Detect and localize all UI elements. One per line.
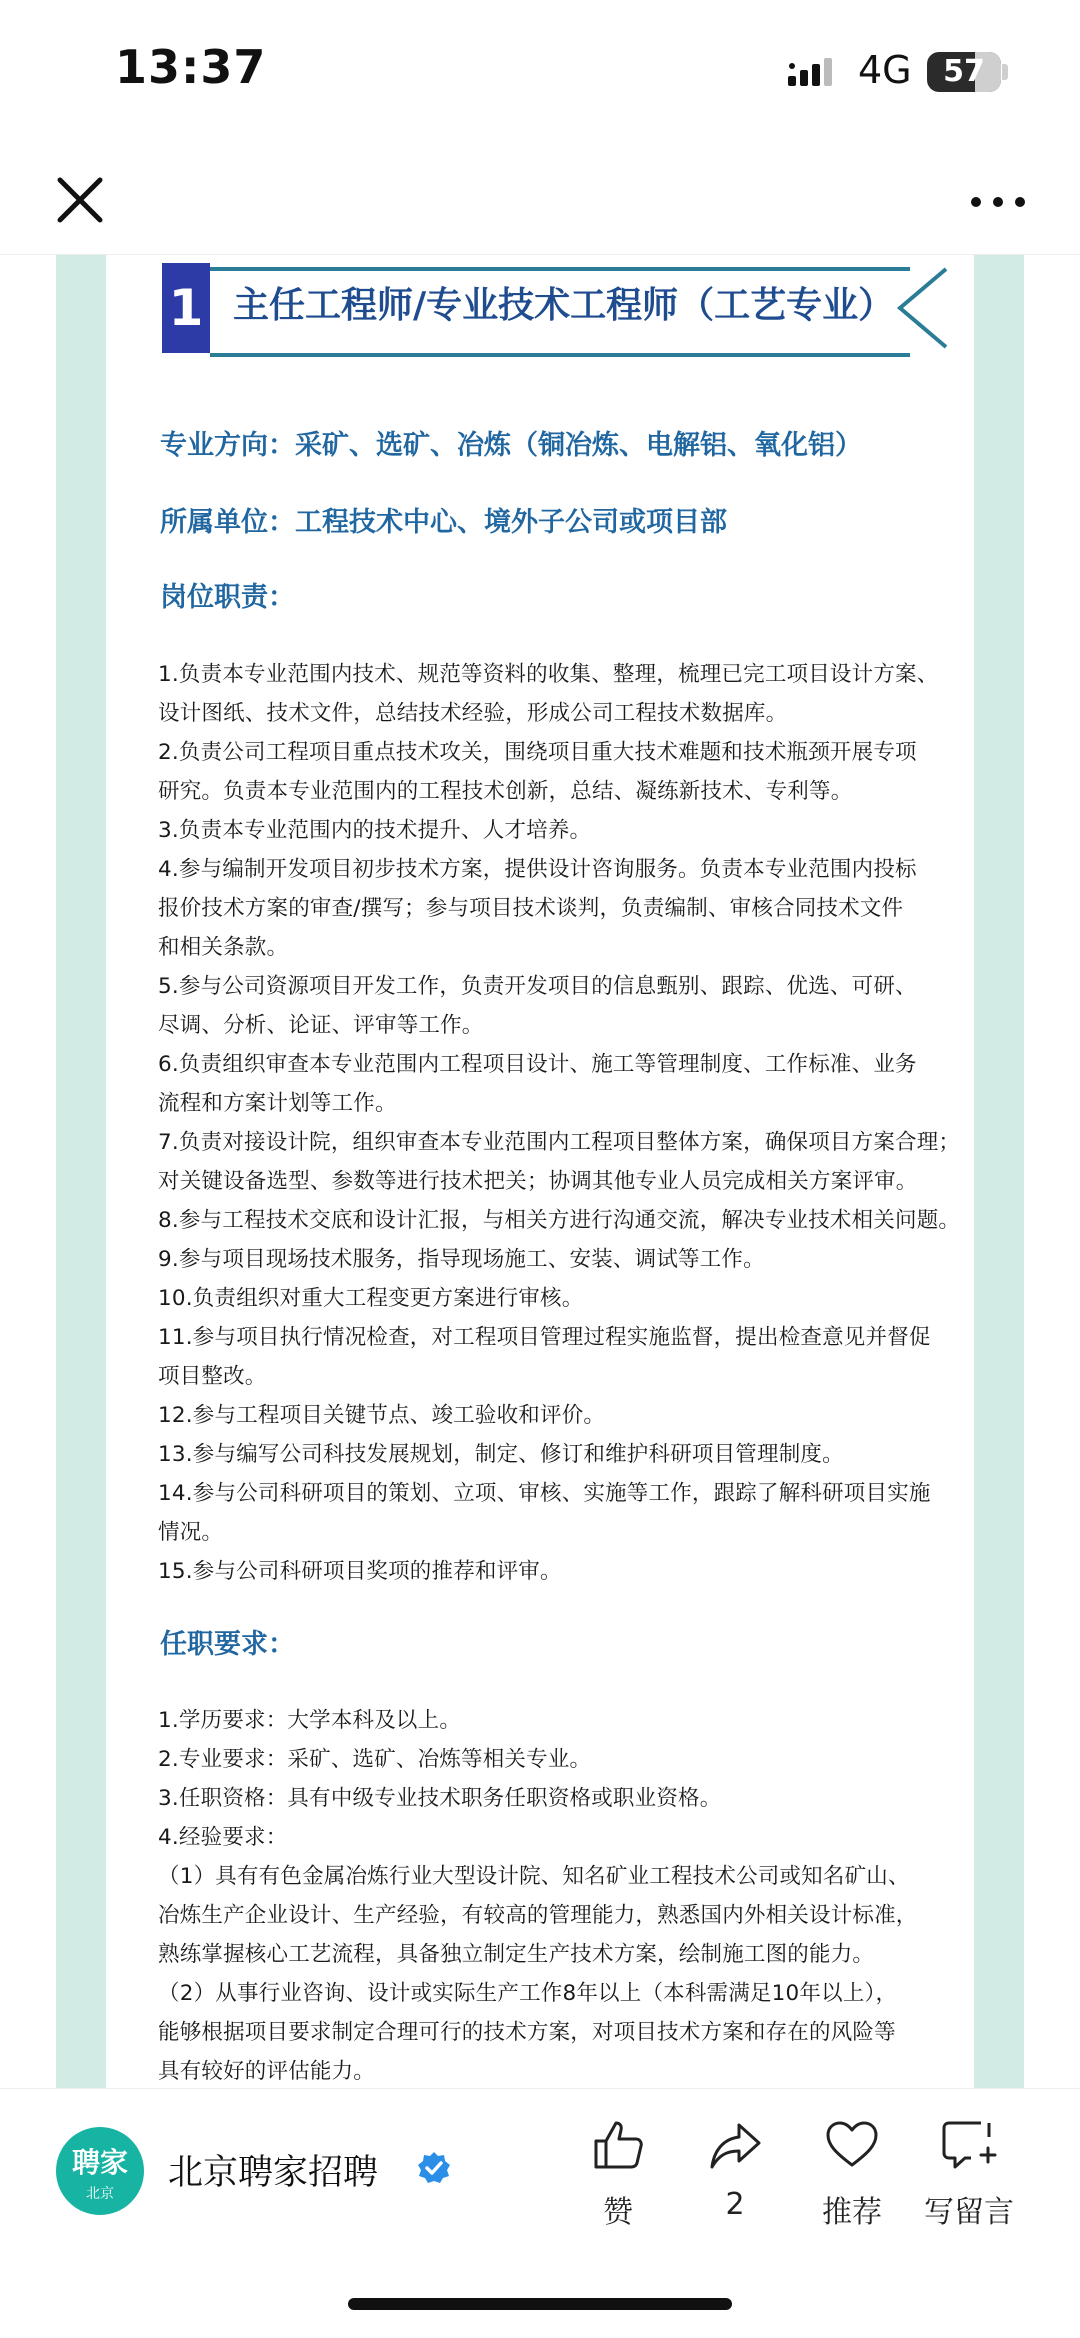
- battery-level: 57: [943, 54, 985, 89]
- requirement-line: （1）具有有色金属冶炼行业大型设计院、知名矿业工程技术公司或知名矿山、: [158, 1864, 910, 1889]
- section-number: 1: [162, 263, 210, 353]
- duty-line: 7.负责对接设计院，组织审查本专业范围内工程项目整体方案，确保项目方案合理；: [158, 1130, 961, 1155]
- avatar[interactable]: [56, 2127, 144, 2215]
- duty-line: 尽调、分析、论证、评审等工作。: [158, 1013, 484, 1038]
- status-bar: [0, 0, 1080, 150]
- account-name[interactable]: 北京聘家招聘: [168, 2153, 379, 2193]
- requirement-line: 能够根据项目要求制定合理可行的技术方案，对项目技术方案和存在的风险等: [158, 2020, 896, 2045]
- duty-line: 15.参与公司科研项目奖项的推荐和评审。: [158, 1559, 562, 1584]
- requirements-heading: 任职要求：: [160, 1629, 295, 1660]
- status-time: 13:37: [115, 40, 267, 94]
- battery-tip: [1002, 64, 1008, 80]
- requirement-line: 3.任职资格：具有中级专业技术职务任职资格或职业资格。: [158, 1786, 722, 1811]
- requirement-line: 2.专业要求：采矿、选矿、冶炼等相关专业。: [158, 1747, 592, 1772]
- avatar-main-text: 聘家: [71, 2146, 128, 2179]
- banner-arrow-decoration: [880, 265, 950, 351]
- heart-icon: [824, 2117, 880, 2173]
- like-label: 赞: [603, 2195, 633, 2230]
- duty-line: 13.参与编写公司科技发展规划，制定、修订和维护科研项目管理制度。: [158, 1442, 844, 1467]
- like-button[interactable]: [563, 2117, 673, 2231]
- thumbs-up-icon: [590, 2117, 646, 2173]
- requirement-line: （2）从事行业咨询、设计或实际生产工作8年以上（本科需满足10年以上），: [158, 1981, 898, 2006]
- duty-line: 12.参与工程项目关键节点、竣工验收和评价。: [158, 1403, 606, 1428]
- more-icon[interactable]: [966, 178, 1030, 226]
- job-direction: 专业方向：采矿、选矿、冶炼（铜冶炼、电解铝、氧化铝）: [160, 430, 862, 461]
- duty-line: 2.负责公司工程项目重点技术攻关，围绕项目重大技术难题和技术瓶颈开展专项: [158, 740, 917, 765]
- avatar-sub-text: 北京: [86, 2186, 114, 2202]
- requirement-line: 熟练掌握核心工艺流程，具备独立制定生产技术方案，绘制施工图的能力。: [158, 1942, 875, 1967]
- duty-line: 6.负责组织审查本专业范围内工程项目设计、施工等管理制度、工作标准、业务: [158, 1052, 917, 1077]
- duty-line: 1.负责本专业范围内技术、规范等资料的收集、整理，梳理已完工项目设计方案、: [158, 662, 939, 687]
- duty-line: 情况。: [158, 1520, 224, 1545]
- recommend-label: 推荐: [822, 2195, 882, 2230]
- close-icon[interactable]: [48, 168, 112, 232]
- duty-line: 8.参与工程技术交底和设计汇报，与相关方进行沟通交流，解决专业技术相关问题。: [158, 1208, 961, 1233]
- duty-line: 对关键设备选型、参数等进行技术把关；协调其他专业人员完成相关方案评审。: [158, 1169, 918, 1194]
- home-indicator[interactable]: [348, 2298, 732, 2310]
- duty-line: 14.参与公司科研项目的策划、立项、审核、实施等工作，跟踪了解科研项目实施: [158, 1481, 931, 1506]
- duty-line: 设计图纸、技术文件，总结技术经验，形成公司工程技术数据库。: [158, 701, 788, 726]
- battery-icon: [927, 52, 1001, 92]
- duties-heading: 岗位职责：: [160, 582, 295, 613]
- duty-line: 研究。负责本专业范围内的工程技术创新，总结、凝练新技术、专利等。: [158, 779, 853, 804]
- recommend-button[interactable]: [797, 2117, 907, 2231]
- signal-icon: [788, 58, 834, 90]
- image-border-right: [974, 255, 1024, 2088]
- duty-line: 流程和方案计划等工作。: [158, 1091, 397, 1116]
- share-count: 2: [725, 2187, 745, 2222]
- network-type: 4G: [858, 48, 912, 92]
- job-unit: 所属单位：工程技术中心、境外子公司或项目部: [160, 507, 727, 538]
- duty-line: 3.负责本专业范围内的技术提升、人才培养。: [158, 818, 592, 843]
- verified-badge-icon: [417, 2151, 451, 2185]
- duty-line: 4.参与编制开发项目初步技术方案，提供设计咨询服务。负责本专业范围内投标: [158, 857, 917, 882]
- post-image: [0, 255, 1080, 2088]
- share-icon: [707, 2117, 763, 2173]
- comment-icon: [939, 2117, 999, 2173]
- comment-label: 写留言: [924, 2195, 1014, 2230]
- requirement-line: 具有较好的评估能力。: [158, 2059, 376, 2084]
- duty-line: 5.参与公司资源项目开发工作，负责开发项目的信息甄别、跟踪、优选、可研、: [158, 974, 917, 999]
- duty-line: 10.负责组织对重大工程变更方案进行审核。: [158, 1286, 584, 1311]
- duty-line: 9.参与项目现场技术服务，指导现场施工、安装、调试等工作。: [158, 1247, 765, 1272]
- section-title: 主任工程师/专业技术工程师（工艺专业）: [233, 285, 895, 326]
- requirement-line: 4.经验要求：: [158, 1825, 288, 1850]
- requirement-line: 冶炼生产企业设计、生产经验，有较高的管理能力，熟悉国内外相关设计标准，: [158, 1903, 918, 1928]
- duty-line: 和相关条款。: [158, 935, 289, 960]
- duty-line: 项目整改。: [158, 1364, 267, 1389]
- requirement-line: 1.学历要求：大学本科及以上。: [158, 1708, 462, 1733]
- nav-bar: [0, 150, 1080, 255]
- duty-line: 11.参与项目执行情况检查，对工程项目管理过程实施监督，提出检查意见并督促: [158, 1325, 931, 1350]
- comment-button[interactable]: [914, 2117, 1024, 2231]
- image-border-left: [56, 255, 106, 2088]
- share-button[interactable]: [680, 2117, 790, 2222]
- duty-line: 报价技术方案的审查/撰写；参与项目技术谈判，负责编制、审核合同技术文件: [158, 896, 904, 921]
